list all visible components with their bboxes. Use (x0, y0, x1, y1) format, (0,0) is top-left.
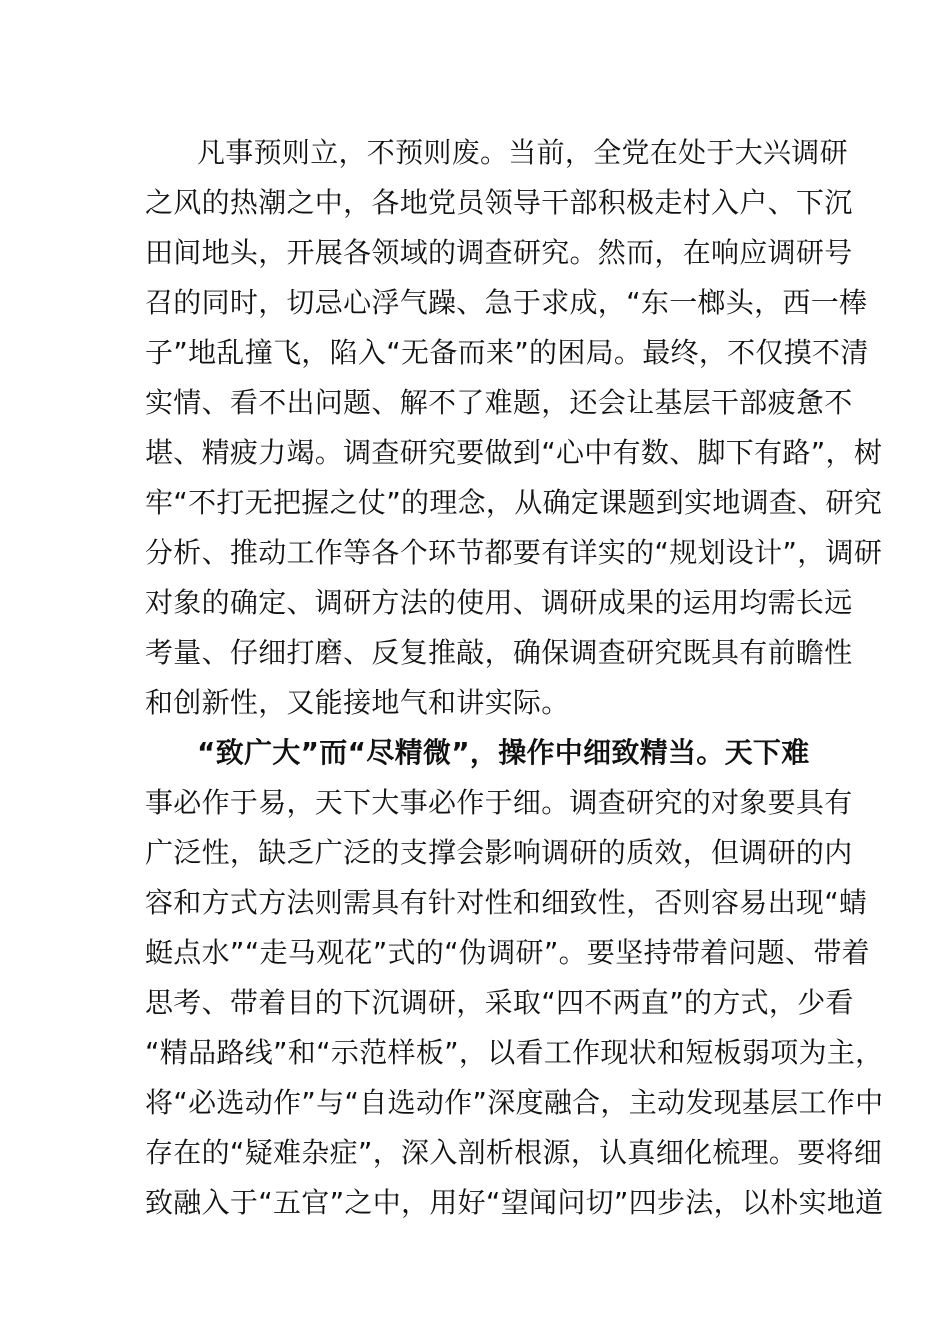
paragraph-1-line-9: 分析、推动工作等各个环节都要有详实的“规划设计”，调研 (145, 536, 883, 569)
paragraph-2-line-9: 存在的“疑难杂症”，深入剖析根源，认真细化梳理。要将细 (145, 1136, 883, 1169)
paragraph-1-line-6: 实情、看不出问题、解不了难题，还会让基层干部疲惫不 (145, 386, 853, 419)
paragraph-2-line-10: 致融入于“五官”之中，用好“望闻问切”四步法，以朴实地道 (145, 1186, 884, 1219)
paragraph-1-line-10: 对象的确定、调研方法的使用、调研成果的运用均需长远 (145, 586, 853, 619)
paragraph-2-line-6: 思考、带着目的下沉调研，采取“四不两直”的方式，少看 (145, 986, 854, 1019)
body-text (145, 128, 884, 1228)
paragraph-1-line-3: 田间地头，开展各领域的调查研究。然而，在响应调研号 (145, 236, 853, 269)
paragraph-2-line-8: 将“必选动作”与“自选动作”深度融合，主动发现基层工作中 (145, 1086, 884, 1119)
paragraph-2-line-5: 蜓点水”“走马观花”式的“伪调研”。要坚持带着问题、带着 (145, 936, 870, 969)
paragraph-1-line-8: 牢“不打无把握之仗”的理念，从确定课题到实地调查、研究 (145, 486, 883, 519)
paragraph-1-line-12: 和创新性，又能接地气和讲实际。 (145, 686, 570, 719)
paragraph-2-heading-line: “致广大”而“尽精微”，操作中细致精当。天下难 (197, 736, 810, 769)
paragraph-2-line-2: 事必作于易，天下大事必作于细。调查研究的对象要具有 (145, 786, 853, 819)
paragraph-1-line-11: 考量、仔细打磨、反复推敲，确保调查研究既具有前瞻性 (145, 636, 853, 669)
paragraph-1-line-1: 凡事预则立，不预则废。当前，全党在处于大兴调研 (197, 136, 848, 169)
paragraph-2-line-4: 容和方式方法则需具有针对性和细致性，否则容易出现“蜻 (145, 886, 868, 919)
paragraph-2-line-7: “精品路线”和“示范样板”，以看工作现状和短板弱项为主， (145, 1036, 884, 1069)
paragraph-1-line-2: 之风的热潮之中，各地党员领导干部积极走村入户、下沉 (145, 186, 853, 219)
paragraph-1-line-5: 子”地乱撞飞，陷入“无备而来”的困局。最终，不仅摸不清 (145, 336, 869, 369)
paragraph-2-line-3: 广泛性，缺乏广泛的支撑会影响调研的质效，但调研的内 (145, 836, 853, 869)
paragraph-1-line-4: 召的同时，切忌心浮气躁、急于求成，“东一榔头，西一棒 (145, 286, 868, 319)
paragraph-1-line-7: 堪、精疲力竭。调查研究要做到“心中有数、脚下有路”，树 (145, 436, 883, 469)
